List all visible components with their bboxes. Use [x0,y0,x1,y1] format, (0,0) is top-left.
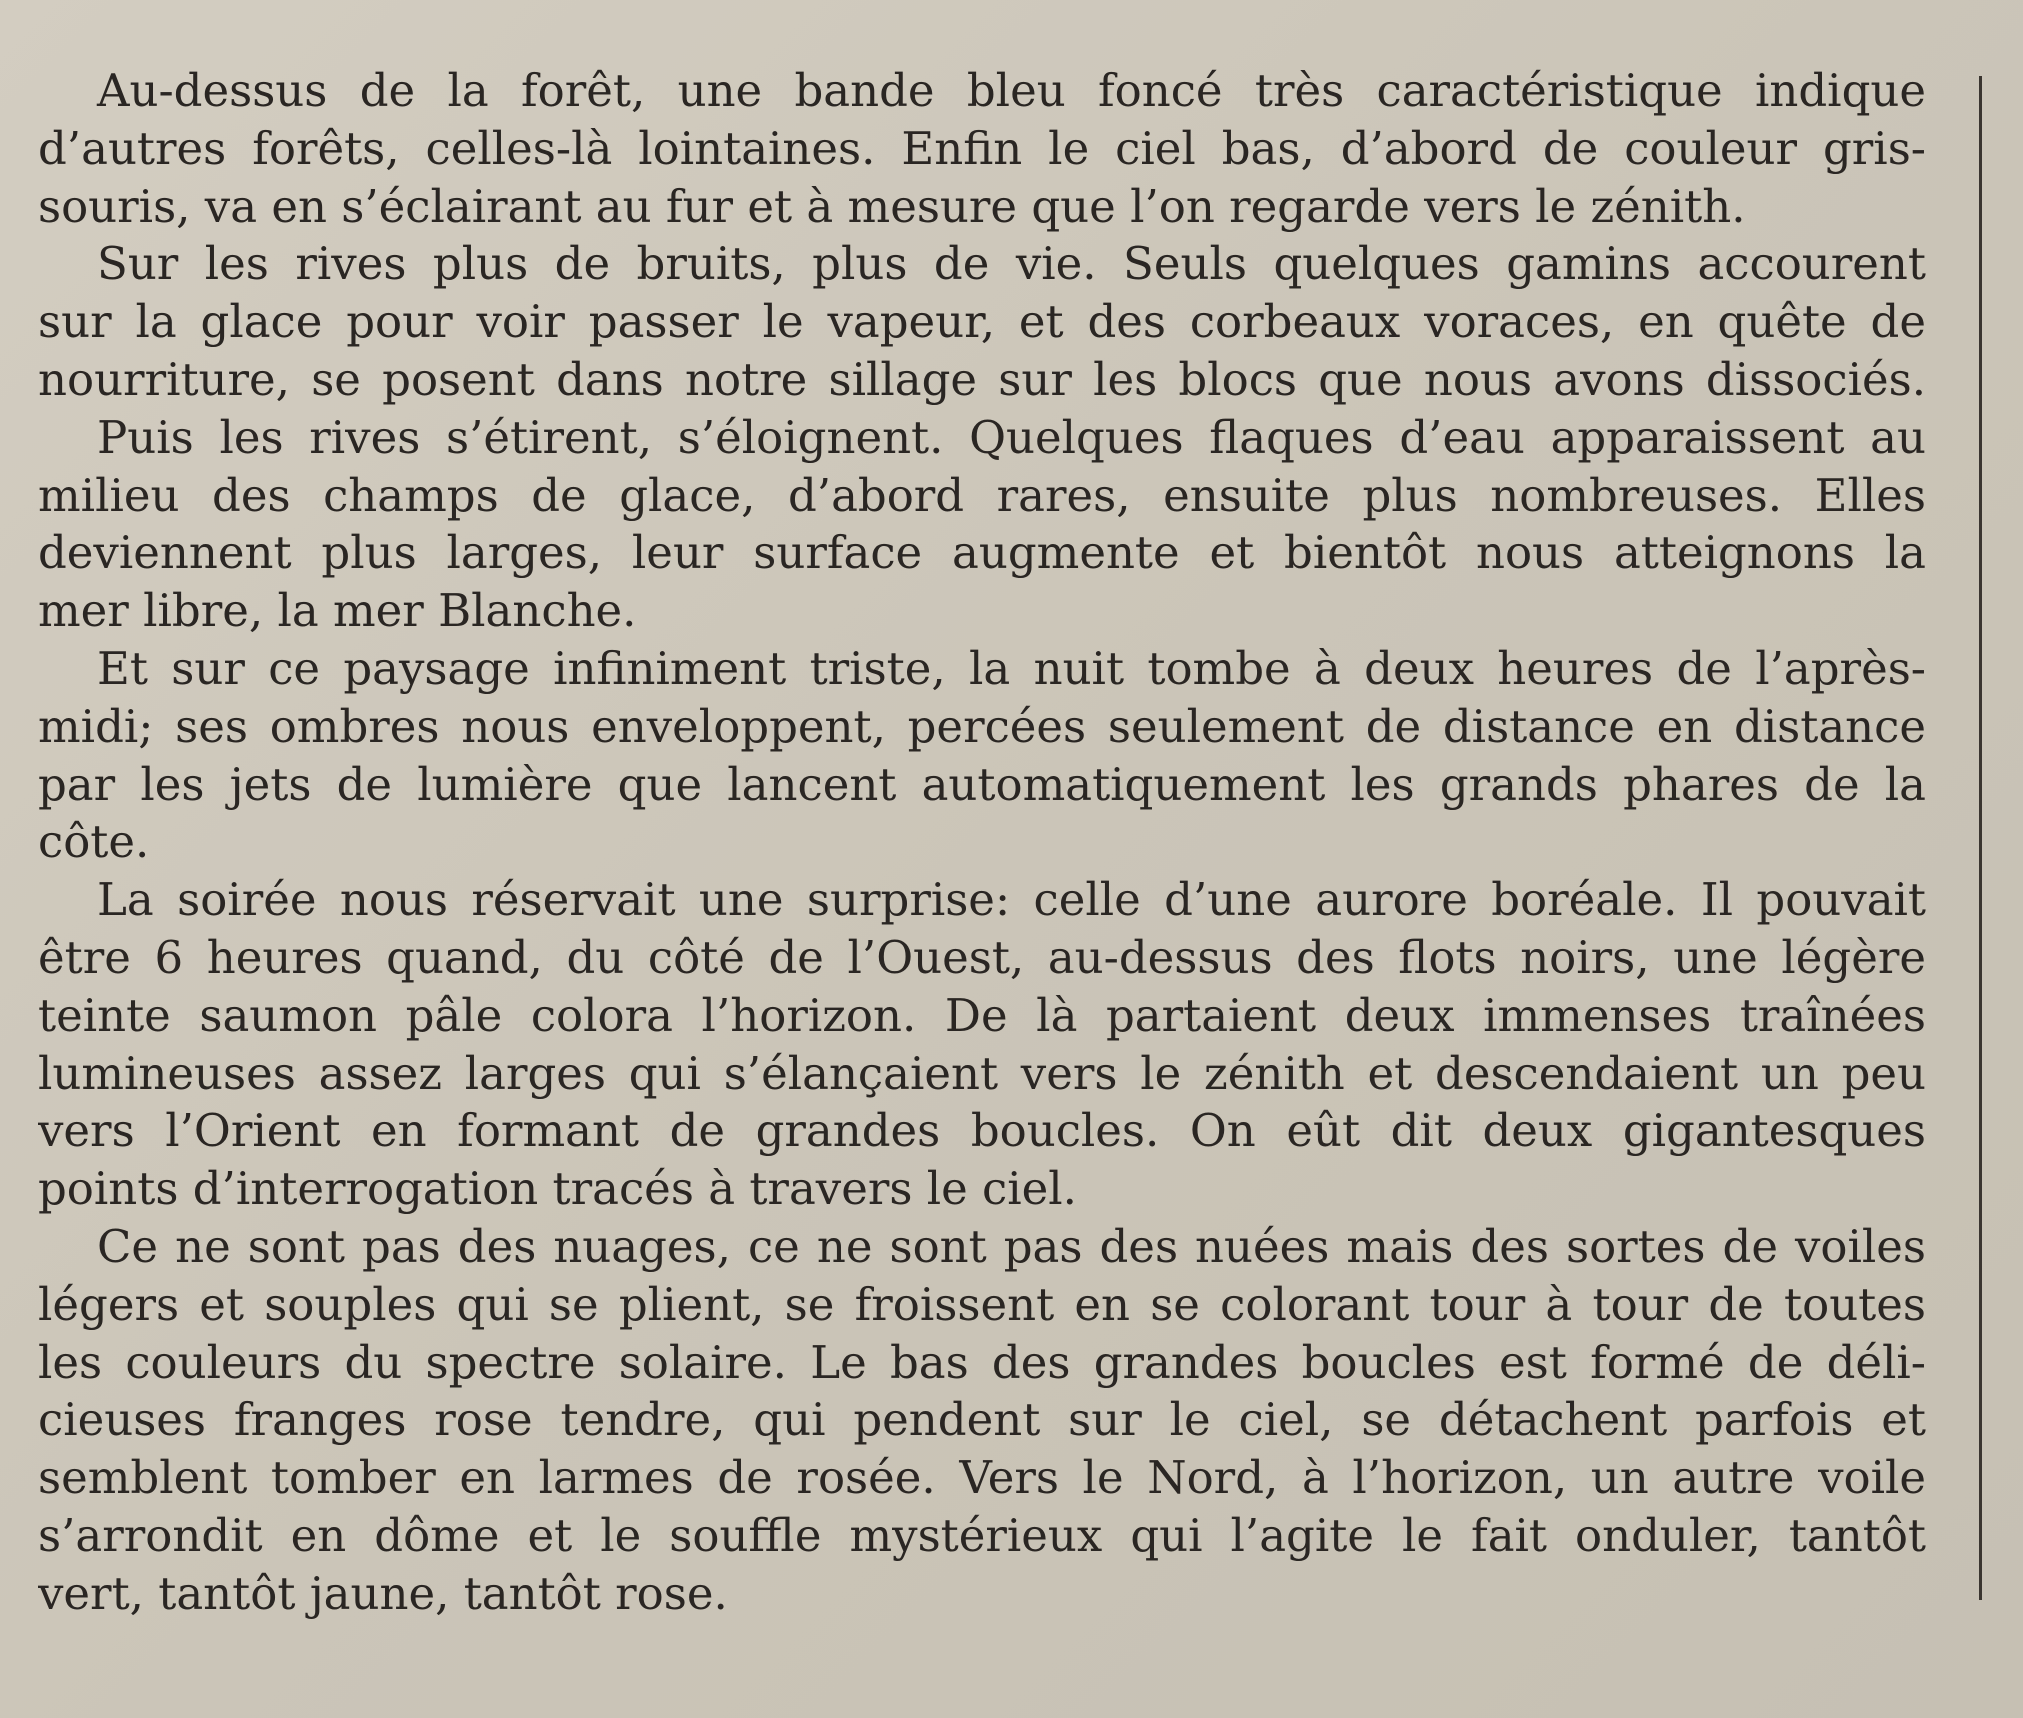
text-line: Puis les rives s’étirent, s’éloignent. Quelques flaques d’eau apparaissent au [97,410,1926,464]
text-line: Et sur ce paysage infiniment triste, la nuit tombe à deux heures de l’après- [97,641,1926,695]
text-line: Sur les rives plus de bruits, plus de vie. Seuls quelques gamins accourent [97,237,1926,291]
text-line: sur la glace pour voir passer le vapeur, et des corbeaux voraces, en quête de [38,295,1926,349]
text-line: mer libre, la mer Blanche. [38,584,637,638]
text-line: les couleurs du spectre solaire. Le bas des grandes boucles est formé de déli- [38,1335,1926,1389]
text-line: vert, tantôt jaune, tantôt rose. [38,1566,728,1620]
paragraph [38,1218,1926,1623]
text-line: vers l’Orient en formant de grandes boucles. On eût dit deux gigantesques [38,1104,1926,1158]
paragraph [38,409,1926,640]
text-line: par les jets de lumière que lancent automatiquement les grands phares de la [38,757,1926,811]
text-line: teinte saumon pâle colora l’horizon. De là partaient deux immenses traînées [38,988,1926,1042]
text-line: d’autres forêts, celles-là lointaines. Enfin le ciel bas, d’abord de couleur gris- [38,121,1926,175]
text-line: légers et souples qui se plient, se froissent en se colorant tour à tour de toutes [38,1277,1926,1331]
paragraph [38,871,1926,1218]
text-line: s’arrondit en dôme et le souffle mystérieux qui l’agite le fait onduler, tantôt [38,1508,1926,1562]
text-line: cieuses franges rose tendre, qui pendent sur le ciel, se détachent parfois et [38,1393,1926,1447]
text-line: midi; ses ombres nous enveloppent, percées seulement de distance en distance [38,699,1926,753]
text-line: milieu des champs de glace, d’abord rares, ensuite plus nombreuses. Elles [38,468,1926,522]
body-text [38,62,1926,1623]
text-line: nourriture, se posent dans notre sillage sur les blocs que nous avons dissociés. [38,352,1926,406]
paragraph [38,235,1926,408]
paragraph [38,62,1926,235]
text-line: deviennent plus larges, leur surface augmente et bientôt nous atteignons la [38,526,1926,580]
text-line: Au-dessus de la forêt, une bande bleu foncé très caractéristique indique [97,64,1926,117]
paragraph [38,640,1926,871]
text-line: être 6 heures quand, du côté de l’Ouest, au-dessus des flots noirs, une légère [38,930,1926,984]
text-line: points d’interrogation tracés à travers le ciel. [38,1162,1077,1216]
text-line: La soirée nous réservait une surprise: celle d’une aurore boréale. Il pouvait [97,873,1926,927]
text-line: Ce ne sont pas des nuages, ce ne sont pas des nuées mais des sortes de voiles [97,1219,1926,1273]
text-line: lumineuses assez larges qui s’élançaient vers le zénith et descendaient un peu [38,1046,1926,1100]
text-line: souris, va en s’éclairant au fur et à mesure que l’on regarde vers le zénith. [38,179,1746,233]
text-line: côte. [38,815,150,869]
text-line: semblent tomber en larmes de rosée. Vers le Nord, à l’horizon, un autre voile [38,1451,1926,1505]
margin-rule [1979,76,1982,1600]
